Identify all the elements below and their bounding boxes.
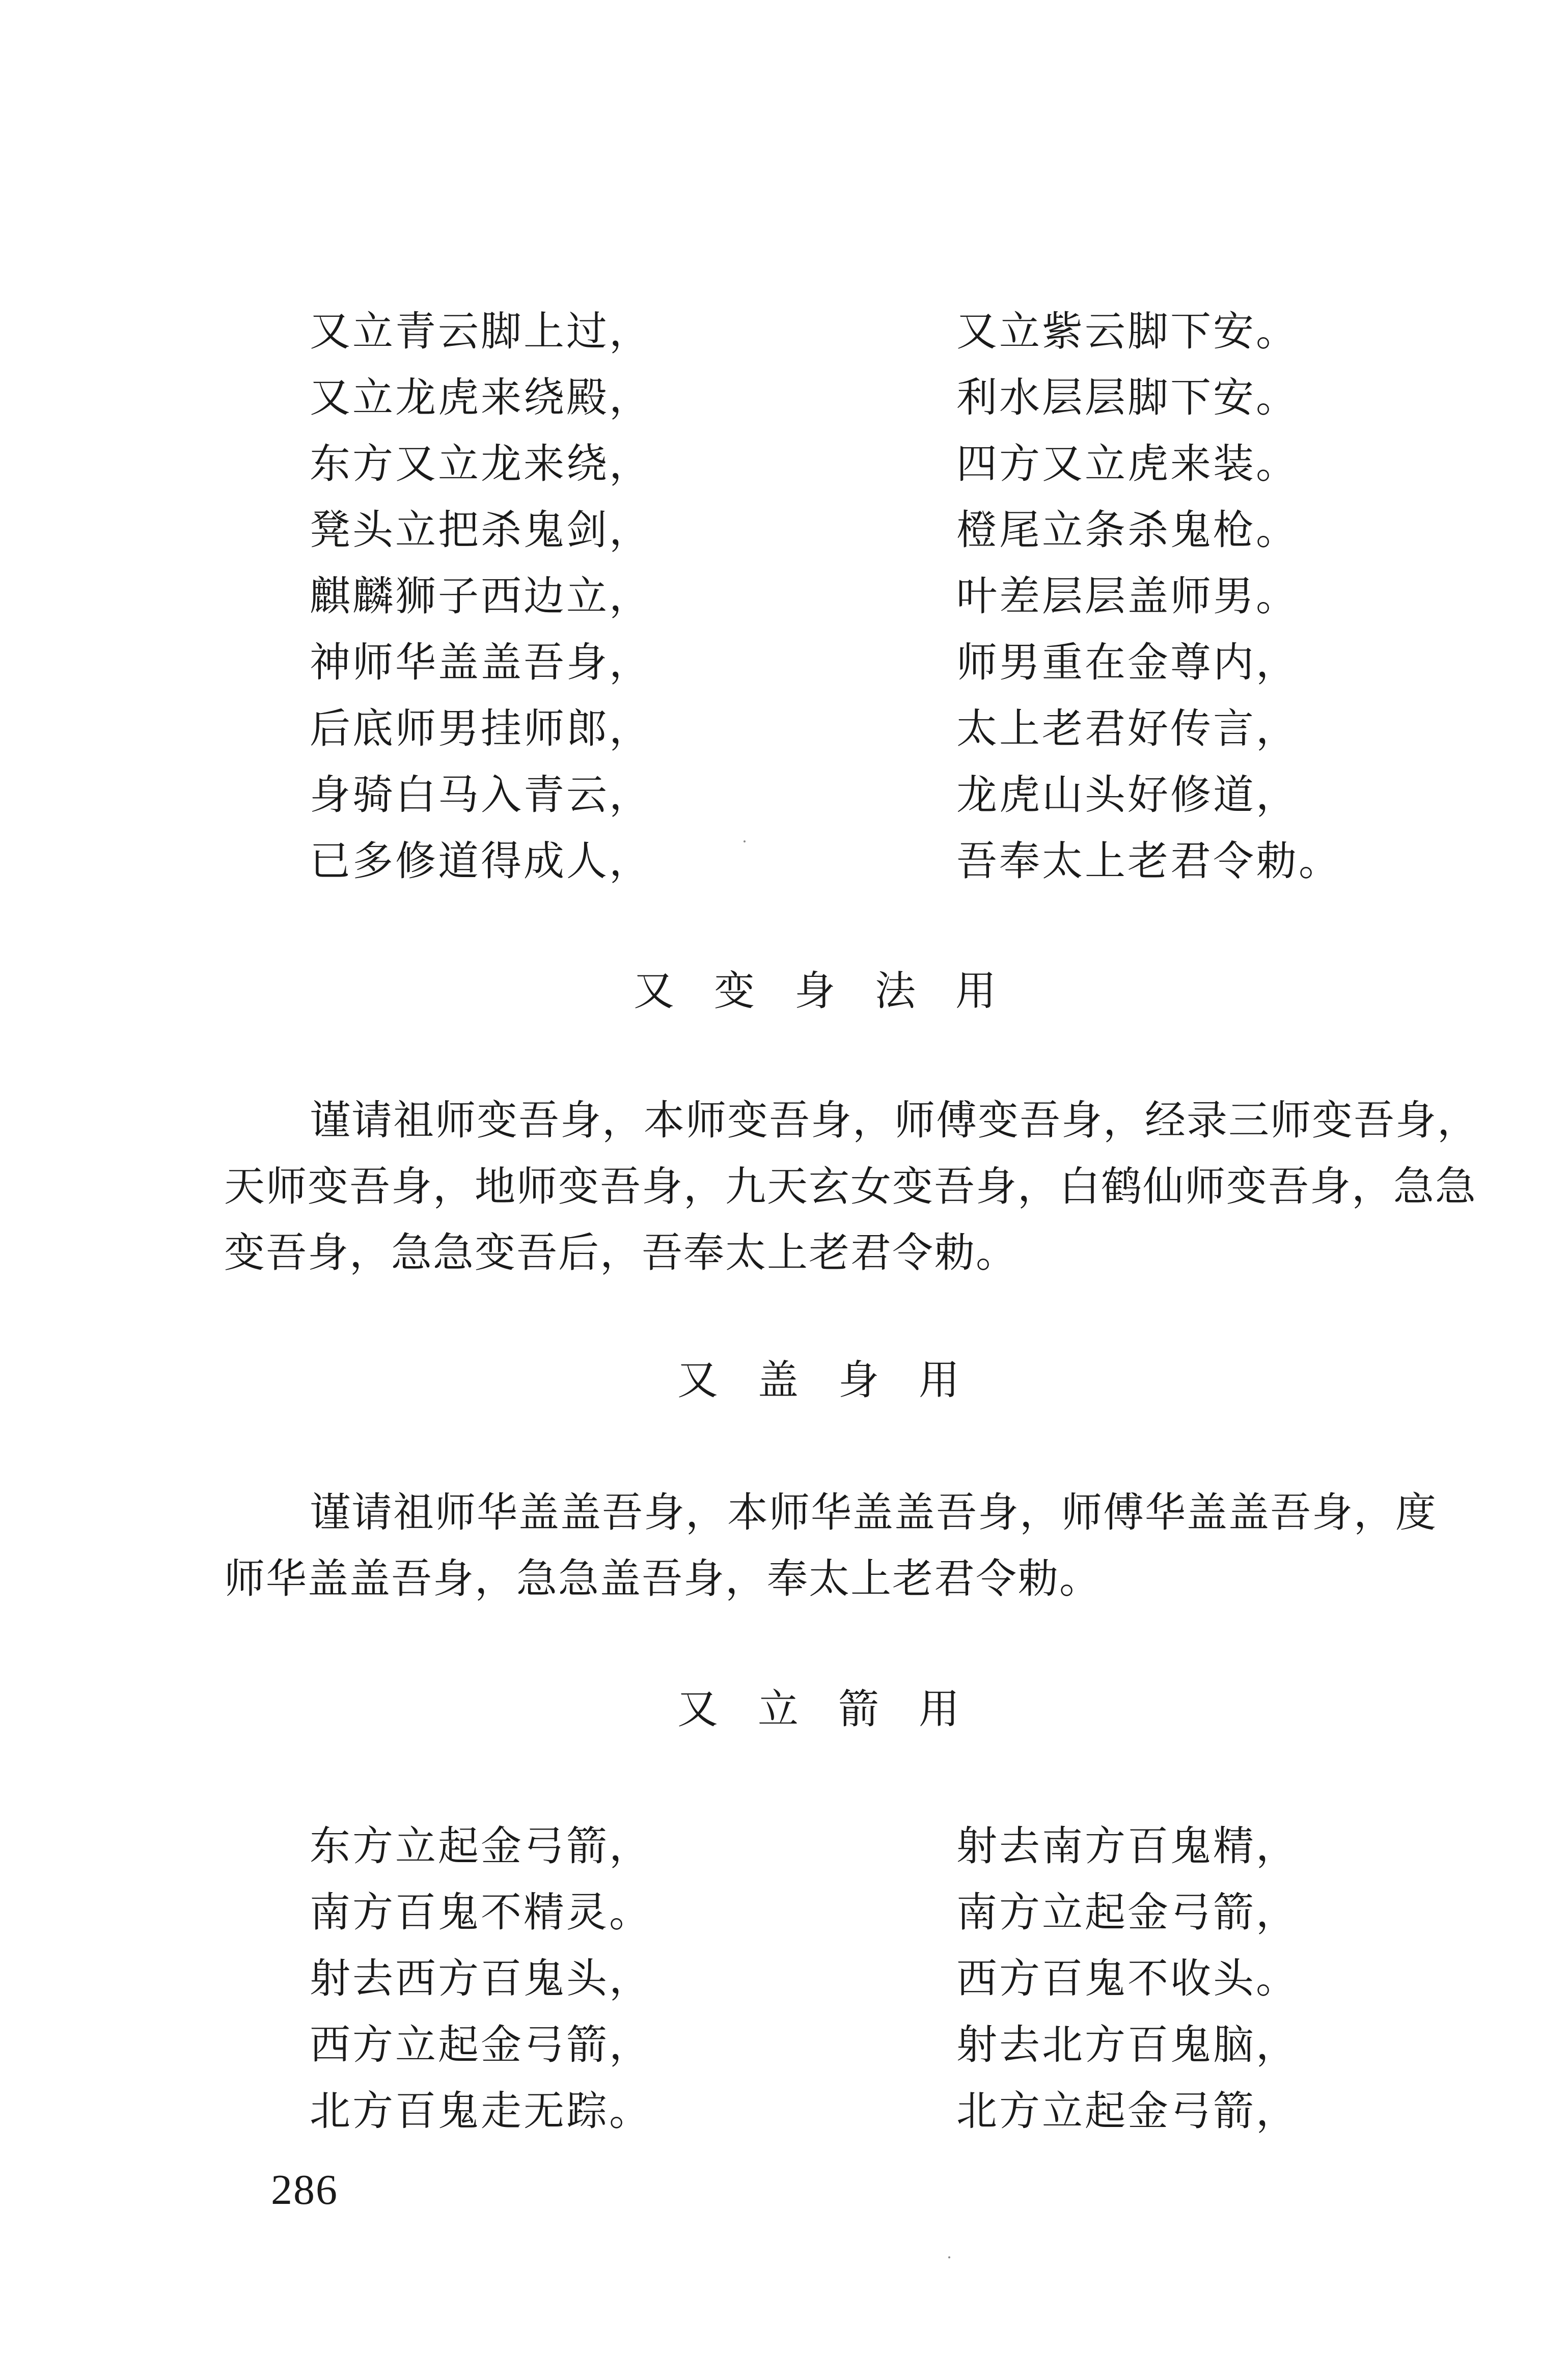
paragraph-line: 变吾身，急急变吾后，吾奉太上老君令勅。 <box>224 1229 1017 1276</box>
verse-line-right: 太上老君好传言， <box>956 705 1299 752</box>
paragraph-line: 谨请祖师华盖盖吾身，本师华盖盖吾身，师傅华盖盖吾身，度 <box>310 1489 1437 1536</box>
verse-row <box>0 431 1568 497</box>
scan-speck <box>948 2256 950 2258</box>
page-number: 286 <box>271 2166 338 2214</box>
verse-row <box>0 1946 1568 2012</box>
verse-row <box>0 2012 1568 2078</box>
verse-line-right: 利水层层脚下安。 <box>956 374 1299 421</box>
verse-row <box>0 563 1568 630</box>
verse-block-1 <box>0 298 1568 894</box>
verse-row <box>0 828 1568 894</box>
verse-line-right: 北方立起金弓箭， <box>956 2087 1299 2135</box>
verse-line-right: 南方立起金弓箭， <box>956 1889 1299 1936</box>
verse-line-left: 身骑白马入青云， <box>310 771 652 818</box>
verse-row <box>0 2078 1568 2144</box>
verse-line-left: 神师华盖盖吾身， <box>310 639 652 686</box>
verse-line-right: 叶差层层盖师男。 <box>956 572 1299 620</box>
verse-line-right: 吾奉太上老君令勅。 <box>956 837 1341 885</box>
verse-row <box>0 497 1568 563</box>
verse-line-left: 北方百鬼走无踪。 <box>310 2087 652 2135</box>
verse-line-right: 西方百鬼不收头。 <box>956 1955 1299 2002</box>
verse-row <box>0 365 1568 431</box>
verse-row <box>0 1813 1568 1879</box>
scan-speck <box>744 840 746 842</box>
verse-row <box>0 298 1568 365</box>
verse-row <box>0 1879 1568 1946</box>
verse-line-right: 龙虎山头好修道， <box>956 771 1299 818</box>
verse-line-right: 橙尾立条杀鬼枪。 <box>956 506 1299 554</box>
paragraph-line: 天师变吾身，地师变吾身，九天玄女变吾身，白鹤仙师变吾身，急急 <box>224 1163 1477 1210</box>
paragraph-line: 谨请祖师变吾身，本师变吾身，师傅变吾身，经录三师变吾身， <box>310 1097 1479 1144</box>
paragraph-line: 师华盖盖吾身，急急盖吾身，奉太上老君令勅。 <box>224 1555 1101 1602</box>
verse-line-left: 凳头立把杀鬼剑， <box>310 506 652 554</box>
section-paragraph <box>224 1087 1479 1286</box>
section-paragraph <box>224 1480 1436 1612</box>
verse-line-left: 已多修道得成人， <box>310 837 652 885</box>
verse-line-right: 射去北方百鬼脑， <box>956 2021 1299 2068</box>
verse-line-left: 东方立起金弓箭， <box>310 1822 652 1870</box>
verse-row <box>0 696 1568 762</box>
verse-line-left: 西方立起金弓箭， <box>310 2021 652 2068</box>
verse-line-left: 射去西方百鬼头， <box>310 1955 652 2002</box>
verse-line-left: 麒麟狮子西边立， <box>310 572 652 620</box>
verse-line-left: 东方又立龙来绕， <box>310 440 652 487</box>
verse-line-left: 又立青云脚上过， <box>310 308 652 355</box>
section-heading: 又立箭用 <box>677 1685 999 1733</box>
verse-line-left: 又立龙虎来绕殿， <box>310 374 652 421</box>
verse-line-right: 又立紫云脚下安。 <box>956 308 1299 355</box>
section-heading: 又盖身用 <box>677 1356 999 1404</box>
verse-line-right: 射去南方百鬼精， <box>956 1822 1299 1870</box>
verse-line-right: 师男重在金尊内， <box>956 639 1299 686</box>
section-heading: 又变身法用 <box>634 967 1036 1015</box>
verse-row <box>0 630 1568 696</box>
verse-line-right: 四方又立虎来装。 <box>956 440 1299 487</box>
verse-block-2 <box>0 1813 1568 2144</box>
verse-row <box>0 762 1568 828</box>
verse-line-left: 后底师男挂师郎， <box>310 705 652 752</box>
verse-line-left: 南方百鬼不精灵。 <box>310 1889 652 1936</box>
